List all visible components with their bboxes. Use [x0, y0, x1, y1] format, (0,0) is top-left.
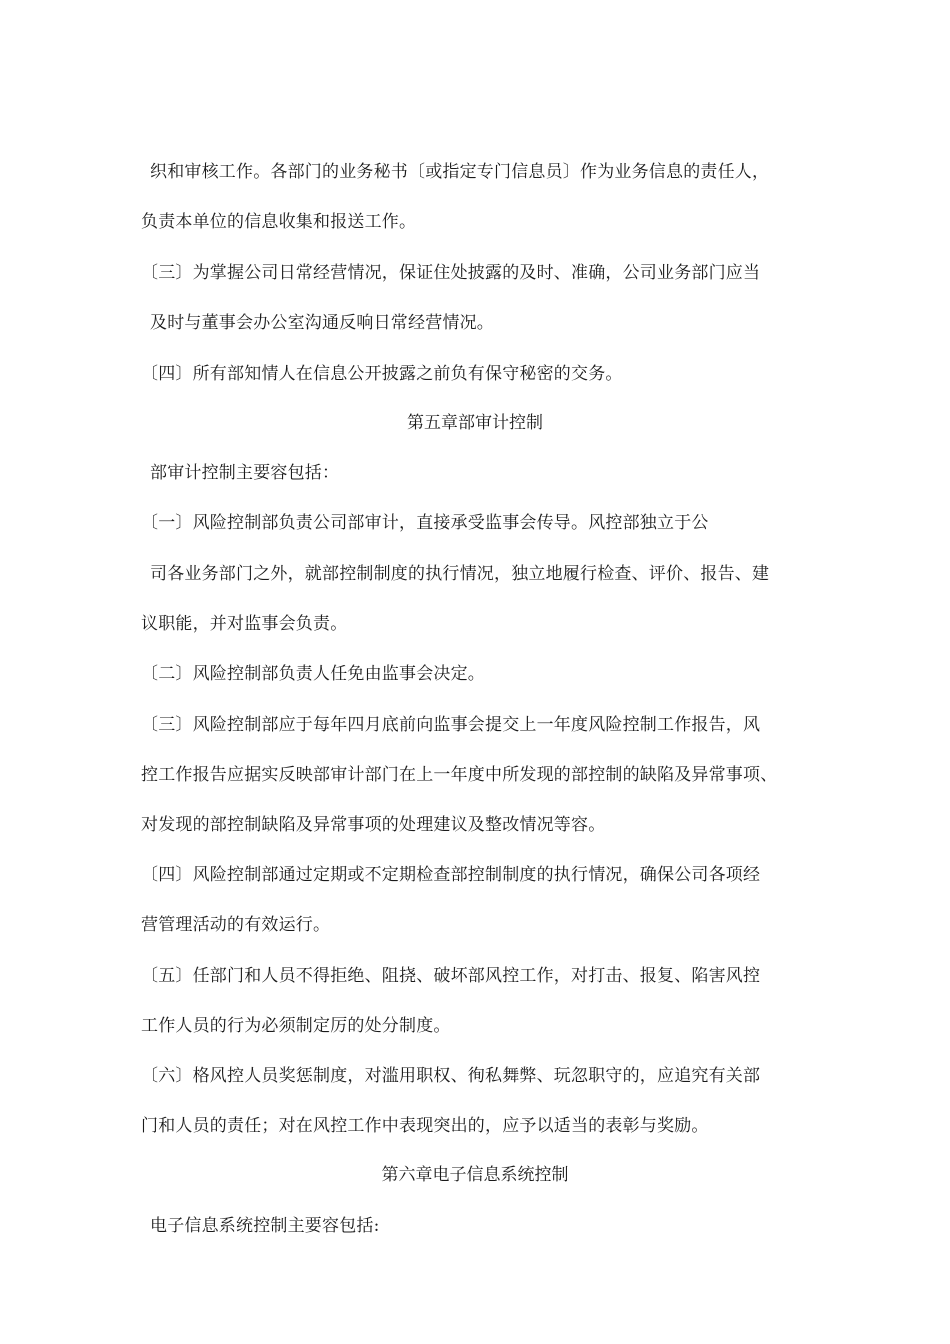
paragraph-line: 〔四〕风险控制部通过定期或不定期检查部控制制度的执行情况，确保公司各项经: [141, 865, 761, 885]
paragraph-line: 〔四〕所有部知情人在信息公开披露之前负有保守秘密的交务。: [141, 364, 623, 384]
chapter-heading: 第五章部审计控制: [407, 413, 543, 433]
paragraph-line: 司各业务部门之外，就部控制制度的执行情况，独立地履行检查、评价、报告、建: [150, 564, 770, 584]
paragraph-line: 电子信息系统控制主要容包括:: [150, 1216, 380, 1236]
chapter-heading: 第六章电子信息系统控制: [381, 1165, 569, 1185]
paragraph-line: 营管理活动的有效运行。: [141, 915, 331, 935]
paragraph-line: 对发现的部控制缺陷及异常事项的处理建议及整改情况等容。: [141, 815, 606, 835]
paragraph-line: 〔五〕任部门和人员不得拒绝、阻挠、破坏部风控工作，对打击、报复、陷害风控: [141, 966, 761, 986]
paragraph-line: 控工作报告应据实反映部审计部门在上一年度中所发现的部控制的缺陷及异常事项、: [141, 765, 778, 785]
paragraph-line: 门和人员的责任；对在风控工作中表现突出的，应予以适当的表彰与奖励。: [141, 1116, 709, 1136]
paragraph-line: 议职能，并对监事会负责。: [141, 614, 348, 634]
paragraph-line: 负责本单位的信息收集和报送工作。: [141, 212, 417, 232]
paragraph-line: 〔二〕风险控制部负责人任免由监事会决定。: [141, 664, 485, 684]
paragraph-line: 〔三〕为掌握公司日常经营情况，保证住处披露的及时、准确，公司业务部门应当: [141, 263, 761, 283]
paragraph-line: 及时与董事会办公室沟通反响日常经营情况。: [150, 313, 494, 333]
paragraph-line: 工作人员的行为必须制定厉的处分制度。: [141, 1016, 451, 1036]
paragraph-line: 织和审核工作。各部门的业务秘书〔或指定专门信息员〕作为业务信息的责任人，: [150, 162, 770, 182]
paragraph-line: 部审计控制主要容包括：: [150, 463, 340, 483]
paragraph-line: 〔三〕风险控制部应于每年四月底前向监事会提交上一年度风险控制工作报告，风: [141, 715, 761, 735]
paragraph-line: 〔一〕风险控制部负责公司部审计，直接承受监事会传导。风控部独立于公: [141, 513, 709, 533]
paragraph-line: 〔六〕格风控人员奖惩制度，对滥用职权、徇私舞弊、玩忽职守的，应追究有关部: [141, 1066, 761, 1086]
